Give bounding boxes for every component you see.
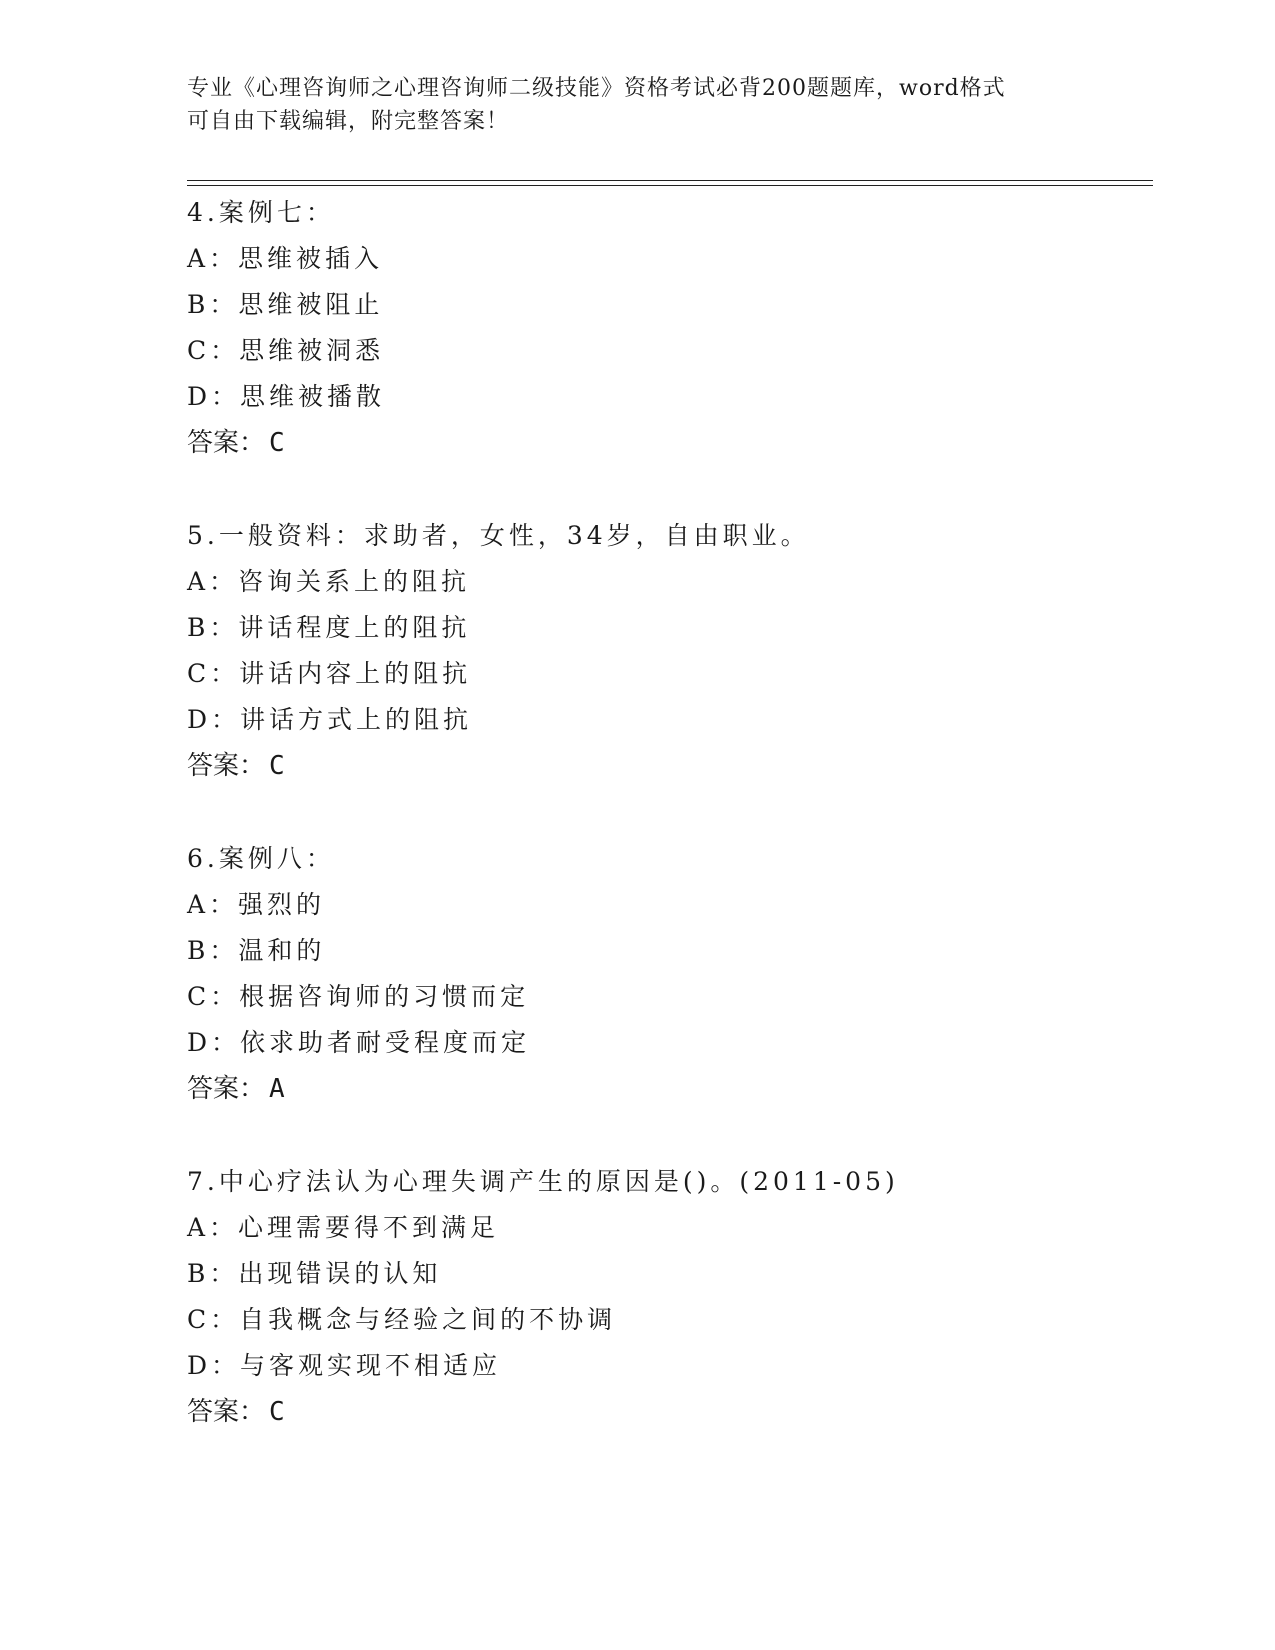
- option-a: A：咨询关系上的阻抗: [187, 567, 471, 596]
- option-b: B：温和的: [187, 936, 326, 965]
- document-header: [187, 72, 1087, 138]
- answer-value: A: [269, 1074, 285, 1104]
- question-item: [187, 513, 1137, 789]
- answer-label: 答案：: [187, 428, 266, 458]
- answer-line: [187, 1389, 1137, 1435]
- answer-value: C: [269, 751, 285, 781]
- question-item: [187, 836, 1137, 1112]
- option-c: C：自我概念与经验之间的不协调: [187, 1305, 617, 1334]
- answer-label: 答案：: [187, 1397, 266, 1427]
- option-b: B：讲话程度上的阻抗: [187, 613, 471, 642]
- option-a: A：强烈的: [187, 890, 326, 919]
- option-c: C：根据咨询师的习惯而定: [187, 982, 530, 1011]
- header-line-2: 可自由下载编辑，附完整答案！: [187, 109, 510, 134]
- option-d: D：依求助者耐受程度而定: [187, 1028, 531, 1057]
- question-item: [187, 1159, 1137, 1435]
- answer-line: [187, 1066, 1137, 1112]
- question-stem: 5.一般资料：求助者，女性，34岁，自由职业。: [187, 521, 810, 550]
- answer-value: C: [269, 428, 285, 458]
- option-d: D：讲话方式上的阻抗: [187, 705, 473, 734]
- question-stem: 7.中心疗法认为心理失调产生的原因是()。(2011-05): [187, 1167, 899, 1196]
- option-d: D：思维被播散: [187, 382, 386, 411]
- answer-label: 答案：: [187, 751, 266, 781]
- option-c: C：讲话内容上的阻抗: [187, 659, 472, 688]
- answer-value: C: [269, 1397, 285, 1427]
- option-c: C：思维被洞悉: [187, 336, 385, 365]
- header-line-1: 专业《心理咨询师之心理咨询师二级技能》资格考试必背200题题库，word格式: [187, 76, 1006, 101]
- question-list: [187, 190, 1137, 1482]
- answer-line: [187, 743, 1137, 789]
- question-stem: 4.案例七：: [187, 198, 335, 227]
- option-b: B：出现错误的认知: [187, 1259, 442, 1288]
- option-a: A：思维被插入: [187, 244, 384, 273]
- question-item: [187, 190, 1137, 466]
- question-stem: 6.案例八：: [187, 844, 335, 873]
- option-b: B：思维被阻止: [187, 290, 384, 319]
- answer-line: [187, 420, 1137, 466]
- option-d: D：与客观实现不相适应: [187, 1351, 502, 1380]
- option-a: A：心理需要得不到满足: [187, 1213, 500, 1242]
- answer-label: 答案：: [187, 1074, 266, 1104]
- header-divider-top: [187, 180, 1153, 181]
- header-divider-bottom: [187, 185, 1153, 186]
